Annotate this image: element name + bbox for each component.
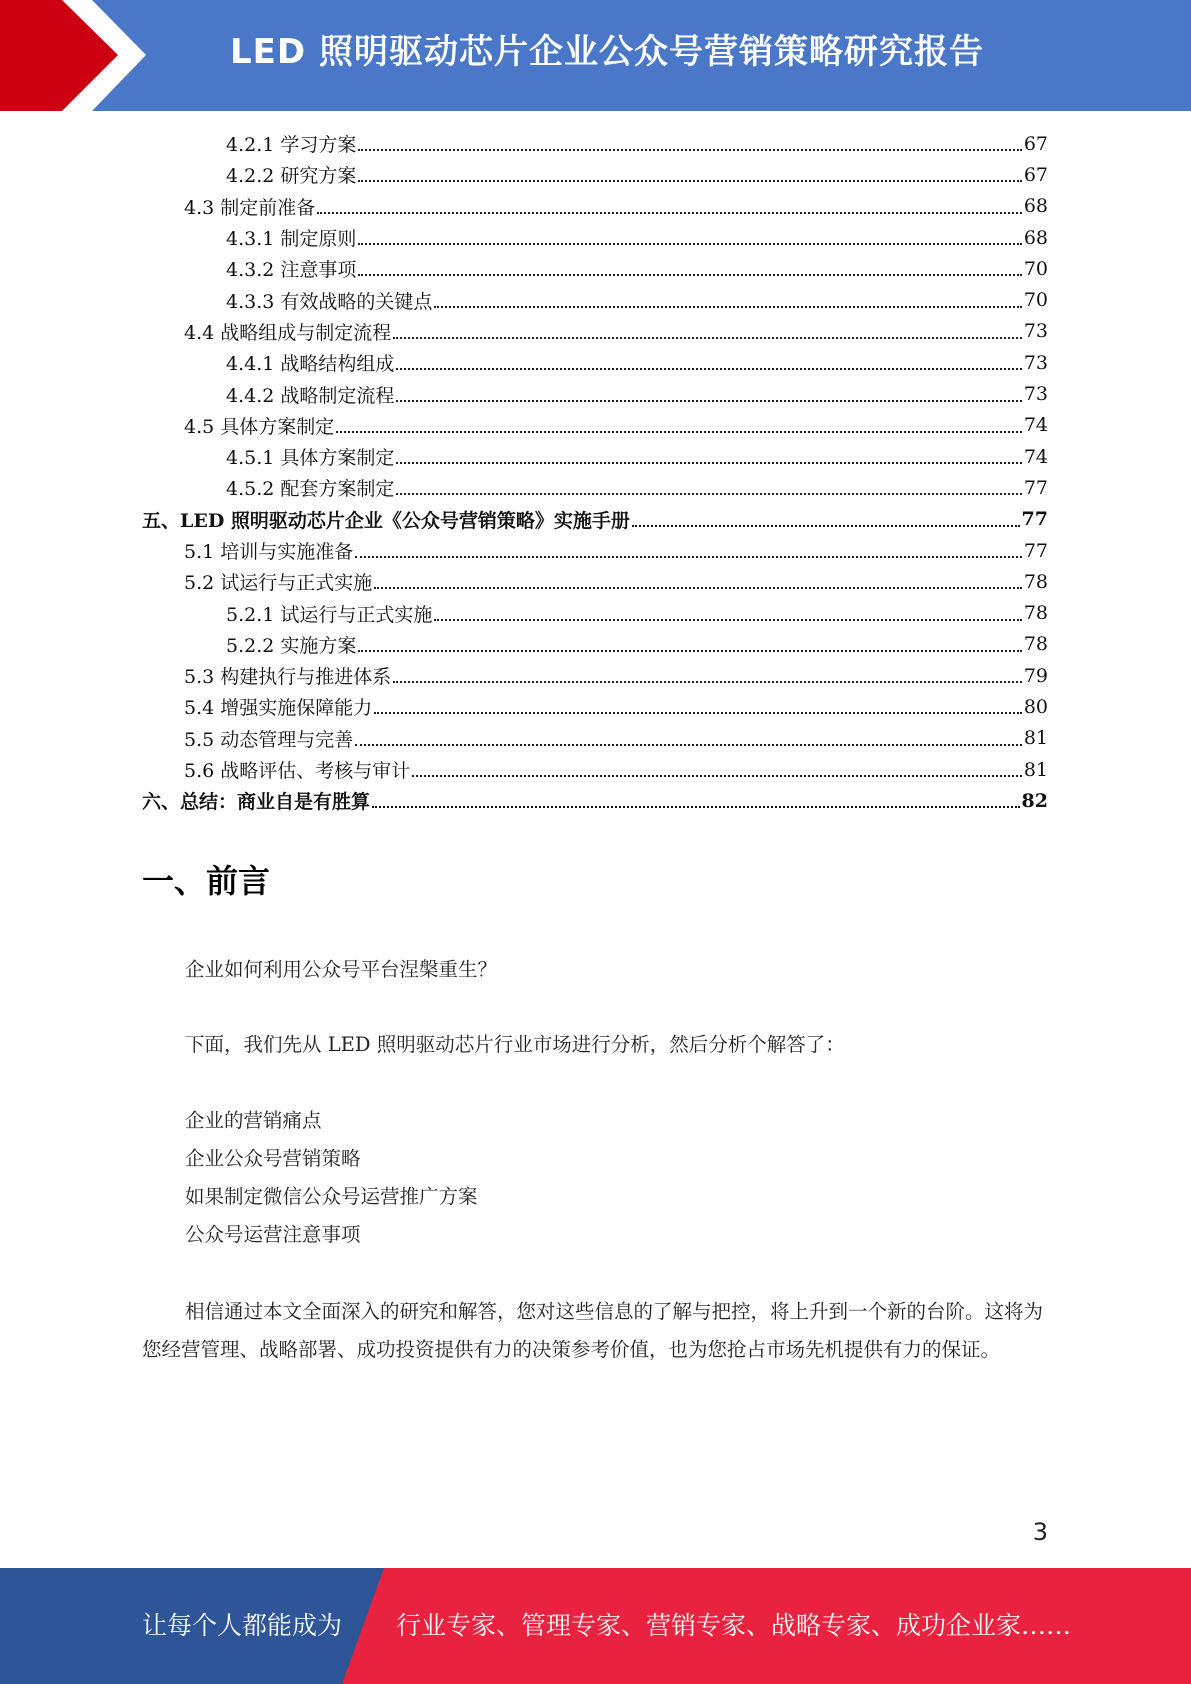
toc-entry-page: 82 xyxy=(1021,789,1048,812)
toc-entry-page: 74 xyxy=(1023,445,1048,468)
toc-entry-page: 73 xyxy=(1023,351,1048,374)
toc-dot-leader xyxy=(396,351,1021,370)
toc-entry-page: 78 xyxy=(1023,570,1048,593)
toc-entry[interactable] xyxy=(142,691,1048,722)
toc-entry-title: 4.4 战略组成与制定流程 xyxy=(184,321,392,344)
toc-dot-leader xyxy=(374,695,1022,714)
toc-entry-page: 68 xyxy=(1023,195,1048,218)
toc-entry-page: 77 xyxy=(1021,508,1048,531)
toc-dot-leader xyxy=(336,414,1022,433)
toc-dot-leader xyxy=(358,633,1021,652)
toc-entry-page: 67 xyxy=(1023,163,1048,186)
toc-dot-leader xyxy=(396,476,1021,495)
toc-entry[interactable] xyxy=(142,629,1048,660)
toc-entry-page: 73 xyxy=(1023,320,1048,343)
toc-entry[interactable] xyxy=(142,284,1048,315)
toc-dot-leader xyxy=(434,602,1021,621)
toc-entry[interactable] xyxy=(142,316,1048,347)
section-heading: 一、前言 xyxy=(142,862,271,900)
toc-dot-leader xyxy=(396,445,1021,464)
pain-point-list xyxy=(185,1102,478,1254)
list-item: 如果制定微信公众号运营推广方案 xyxy=(185,1185,478,1208)
toc-entry-page: 70 xyxy=(1023,289,1048,312)
toc-entry-page: 67 xyxy=(1023,132,1048,155)
toc-dot-leader xyxy=(396,383,1021,402)
page-number: 3 xyxy=(1032,1518,1048,1546)
toc-entry-title: 5.2 试运行与正式实施 xyxy=(184,572,373,595)
toc-dot-leader xyxy=(434,289,1021,308)
table-of-contents xyxy=(142,128,1048,817)
toc-dot-leader xyxy=(355,727,1022,746)
toc-dot-leader xyxy=(374,570,1022,589)
toc-entry-title: 4.3.3 有效战略的关键点 xyxy=(226,290,433,313)
toc-dot-leader xyxy=(632,508,1020,527)
toc-entry[interactable] xyxy=(142,378,1048,409)
toc-entry[interactable] xyxy=(142,785,1048,816)
toc-entry-title: 五、LED 照明驱动芯片企业《公众号营销策略》实施手册 xyxy=(142,509,630,532)
toc-entry[interactable] xyxy=(142,504,1048,535)
toc-dot-leader xyxy=(358,226,1021,245)
toc-entry-page: 77 xyxy=(1023,476,1048,499)
toc-entry-page: 68 xyxy=(1023,226,1048,249)
toc-entry-page: 78 xyxy=(1023,633,1048,656)
toc-entry[interactable] xyxy=(142,222,1048,253)
toc-entry[interactable] xyxy=(142,410,1048,441)
footer-slogan-left: 让每个人都能成为 xyxy=(142,1611,343,1640)
toc-entry-title: 5.4 增强实施保障能力 xyxy=(184,697,373,720)
list-item: 企业的营销痛点 xyxy=(185,1109,322,1132)
toc-dot-leader xyxy=(358,132,1021,151)
toc-entry-page: 81 xyxy=(1023,758,1048,781)
toc-entry-title: 5.2.2 实施方案 xyxy=(226,634,357,657)
header-banner xyxy=(0,0,1191,111)
toc-entry[interactable] xyxy=(142,347,1048,378)
toc-entry-title: 4.3 制定前准备 xyxy=(184,196,316,219)
toc-dot-leader xyxy=(317,195,1022,214)
toc-entry-title: 5.6 战略评估、考核与审计 xyxy=(184,760,411,783)
toc-dot-leader xyxy=(393,664,1022,683)
toc-entry-page: 79 xyxy=(1023,664,1048,687)
question-paragraph: 企业如何利用公众号平台涅槃重生？ xyxy=(185,958,498,981)
toc-dot-leader xyxy=(355,539,1022,558)
toc-entry[interactable] xyxy=(142,159,1048,190)
toc-entry-page: 78 xyxy=(1023,602,1048,625)
toc-entry-title: 5.3 构建执行与推进体系 xyxy=(184,666,392,689)
toc-entry-title: 4.3.1 制定原则 xyxy=(226,228,357,251)
toc-entry[interactable] xyxy=(142,128,1048,159)
toc-entry-page: 77 xyxy=(1023,539,1048,562)
toc-entry[interactable] xyxy=(142,535,1048,566)
toc-dot-leader xyxy=(372,789,1020,808)
toc-entry-title: 5.5 动态管理与完善 xyxy=(184,728,354,751)
toc-dot-leader xyxy=(358,163,1021,182)
toc-entry-title: 4.2.1 学习方案 xyxy=(226,134,357,157)
toc-entry-page: 73 xyxy=(1023,383,1048,406)
toc-entry[interactable] xyxy=(142,191,1048,222)
toc-entry-title: 4.3.2 注意事项 xyxy=(226,259,357,282)
toc-entry-title: 5.1 培训与实施准备 xyxy=(184,541,354,563)
toc-entry[interactable] xyxy=(142,441,1048,472)
toc-dot-leader xyxy=(358,257,1021,276)
toc-entry[interactable] xyxy=(142,660,1048,691)
document-title: LED 照明驱动芯片企业公众号营销策略研究报告 xyxy=(230,32,984,72)
footer-band xyxy=(0,1568,1191,1684)
toc-dot-leader xyxy=(412,758,1022,777)
toc-dot-leader xyxy=(393,320,1022,339)
toc-entry[interactable] xyxy=(142,723,1048,754)
intro-paragraph: 下面，我们先从 LED 照明驱动芯片行业市场进行分析，然后分析个解答了： xyxy=(185,1033,845,1056)
toc-entry[interactable] xyxy=(142,472,1048,503)
footer-slogan-right: 行业专家、管理专家、营销专家、战略专家、成功企业家…… xyxy=(396,1611,1072,1640)
toc-entry-title: 4.5 具体方案制定 xyxy=(184,415,335,438)
toc-entry-title: 4.5.2 配套方案制定 xyxy=(226,478,395,501)
toc-entry-title: 4.4.2 战略制定流程 xyxy=(226,384,395,407)
toc-entry-title: 4.2.2 研究方案 xyxy=(226,165,357,188)
toc-entry-title: 4.5.1 具体方案制定 xyxy=(226,447,395,470)
toc-entry-title: 4.4.1 战略结构组成 xyxy=(226,353,395,376)
list-item: 公众号运营注意事项 xyxy=(185,1223,361,1246)
toc-entry[interactable] xyxy=(142,754,1048,785)
toc-entry-title: 5.2.1 试运行与正式实施 xyxy=(226,603,433,626)
toc-entry[interactable] xyxy=(142,597,1048,628)
list-item: 企业公众号营销策略 xyxy=(185,1147,361,1170)
toc-entry[interactable] xyxy=(142,566,1048,597)
toc-entry-page: 74 xyxy=(1023,414,1048,437)
closing-paragraph: 相信通过本文全面深入的研究和解答，您对这些信息的了解与把控，将上升到一个新的台阶。这将为您经营管理、战略部署、成功投资提供有力的决策参考价值，也为您抢占市场先机提供有力的保证。 xyxy=(142,1300,1044,1361)
toc-entry-page: 80 xyxy=(1023,695,1048,718)
toc-entry[interactable] xyxy=(142,253,1048,284)
toc-entry-page: 70 xyxy=(1023,257,1048,280)
toc-entry-page: 81 xyxy=(1023,727,1048,750)
toc-entry-title: 六、总结：商业自是有胜算 xyxy=(142,791,371,814)
